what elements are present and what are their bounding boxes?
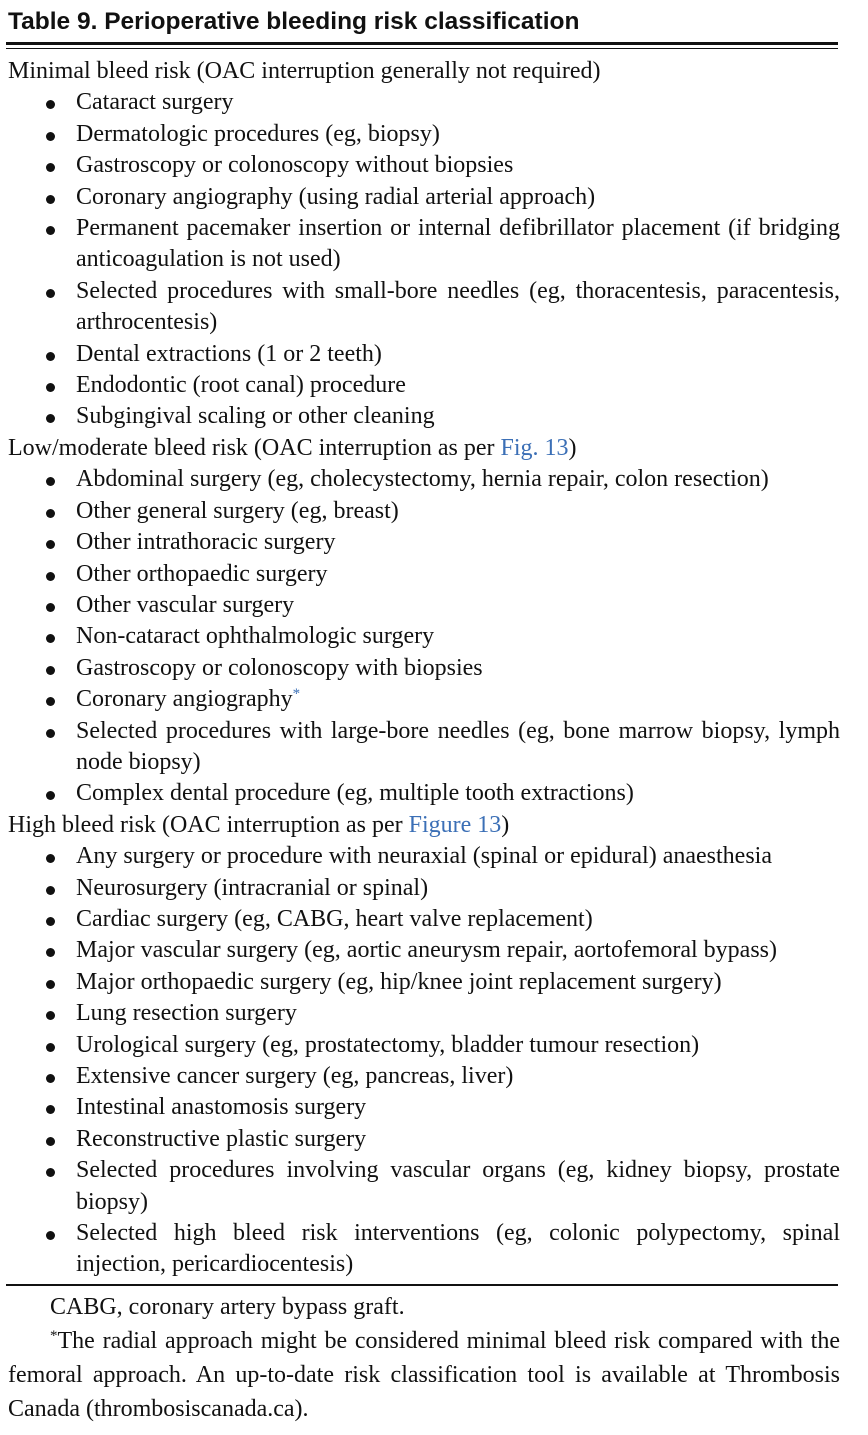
list-item: Major orthopaedic surgery (eg, hip/knee joint replacement surgery): [8, 967, 840, 998]
bullet-icon: [46, 132, 55, 141]
list-item: Selected high bleed risk interventions (eg, colonic polypectomy, spinal injection, pericardiocentesis): [8, 1218, 840, 1281]
list-item: Dental extractions (1 or 2 teeth): [8, 339, 840, 370]
footnote-marker: *: [50, 1328, 58, 1344]
list-item: Any surgery or procedure with neuraxial (spinal or epidural) anaesthesia: [8, 841, 840, 872]
asterisk-footnote: *The radial approach might be considered minimal bleed risk compared with the femoral approach. An up-to-date risk classification tool is available at Thrombosis Canada (thrombosiscanada.ca).: [8, 1328, 840, 1422]
bullet-icon: [46, 1231, 55, 1240]
list-item: Intestinal anastomosis surgery: [8, 1092, 840, 1123]
bullet-icon: [46, 383, 55, 392]
list-item: Subgingival scaling or other cleaning: [8, 401, 840, 432]
bullet-icon: [46, 791, 55, 800]
list-item: Coronary angiography (using radial arterial approach): [8, 182, 840, 213]
category-heading-high: High bleed risk (OAC interruption as per Figure 13): [8, 811, 510, 838]
bullet-icon: [46, 1011, 55, 1020]
list-item: Selected procedures with large-bore needles (eg, bone marrow biopsy, lymph node biopsy): [8, 716, 840, 779]
abbreviation-footnote: CABG, coronary artery bypass graft.: [50, 1294, 405, 1320]
list-item: Other intrathoracic surgery: [8, 527, 840, 558]
list-item: Reconstructive plastic surgery: [8, 1124, 840, 1155]
bullet-icon: [46, 634, 55, 643]
list-item: Dermatologic procedures (eg, biopsy): [8, 119, 840, 150]
bullet-icon: [46, 289, 55, 298]
table-body: [8, 56, 840, 1281]
category-list-high: [8, 841, 840, 1281]
bullet-icon: [46, 1137, 55, 1146]
list-item: Urological surgery (eg, prostatectomy, bladder tumour resection): [8, 1030, 840, 1061]
list-item: Other orthopaedic surgery: [8, 559, 840, 590]
bullet-icon: [46, 100, 55, 109]
category-list-minimal: [8, 87, 840, 432]
list-item: Lung resection surgery: [8, 998, 840, 1029]
bullet-icon: [46, 697, 55, 706]
bullet-icon: [46, 854, 55, 863]
list-item: Other general surgery (eg, breast): [8, 496, 840, 527]
title-rule-thin: [6, 48, 838, 49]
list-item: Gastroscopy or colonoscopy without biopsies: [8, 150, 840, 181]
list-item: Neurosurgery (intracranial or spinal): [8, 873, 840, 904]
bullet-icon: [46, 352, 55, 361]
list-item: Abdominal surgery (eg, cholecystectomy, hernia repair, colon resection): [8, 464, 840, 495]
bullet-icon: [46, 1074, 55, 1083]
title-rule-thick: [6, 42, 838, 45]
bullet-icon: [46, 917, 55, 926]
list-item: Gastroscopy or colonoscopy with biopsies: [8, 653, 840, 684]
category-list-low-moderate: [8, 464, 840, 809]
bullet-icon: [46, 980, 55, 989]
category-heading-minimal: Minimal bleed risk (OAC interruption generally not required): [8, 58, 601, 84]
table-footnotes: [8, 1290, 840, 1426]
list-item: Non-cataract ophthalmologic surgery: [8, 621, 840, 652]
bullet-icon: [46, 226, 55, 235]
bullet-icon: [46, 1043, 55, 1052]
bullet-icon: [46, 886, 55, 895]
bullet-icon: [46, 163, 55, 172]
bullet-icon: [46, 509, 55, 518]
bullet-icon: [46, 572, 55, 581]
list-item: Selected procedures involving vascular organs (eg, kidney biopsy, prostate biopsy): [8, 1155, 840, 1218]
list-item: Major vascular surgery (eg, aortic aneurysm repair, aortofemoral bypass): [8, 935, 840, 966]
list-item: Extensive cancer surgery (eg, pancreas, liver): [8, 1061, 840, 1092]
bullet-icon: [46, 948, 55, 957]
category-heading-low-moderate: Low/moderate bleed risk (OAC interruption as per Fig. 13): [8, 434, 577, 461]
footnote-marker-link[interactable]: *: [292, 686, 301, 703]
bullet-icon: [46, 729, 55, 738]
list-item: Complex dental procedure (eg, multiple tooth extractions): [8, 778, 840, 809]
bullet-icon: [46, 1168, 55, 1177]
list-item: Cardiac surgery (eg, CABG, heart valve replacement): [8, 904, 840, 935]
figure-13-link[interactable]: Figure 13: [408, 811, 502, 838]
bullet-icon: [46, 414, 55, 423]
bullet-icon: [46, 1105, 55, 1114]
bullet-icon: [46, 195, 55, 204]
list-item: Other vascular surgery: [8, 590, 840, 621]
bullet-icon: [46, 477, 55, 486]
bullet-icon: [46, 540, 55, 549]
figure-13-link[interactable]: Fig. 13: [500, 434, 569, 461]
list-item: Cataract surgery: [8, 87, 840, 118]
bullet-icon: [46, 603, 55, 612]
list-item: Endodontic (root canal) procedure: [8, 370, 840, 401]
bullet-icon: [46, 666, 55, 675]
list-item: Selected procedures with small-bore needles (eg, thoracentesis, paracentesis, arthrocentesis): [8, 276, 840, 339]
table-bottom-rule: [6, 1284, 838, 1286]
list-item: Permanent pacemaker insertion or internal defibrillator placement (if bridging anticoagulation is not used): [8, 213, 840, 276]
list-item: Coronary angiography*: [8, 684, 840, 715]
table-title: Table 9. Perioperative bleeding risk classification: [8, 8, 580, 35]
